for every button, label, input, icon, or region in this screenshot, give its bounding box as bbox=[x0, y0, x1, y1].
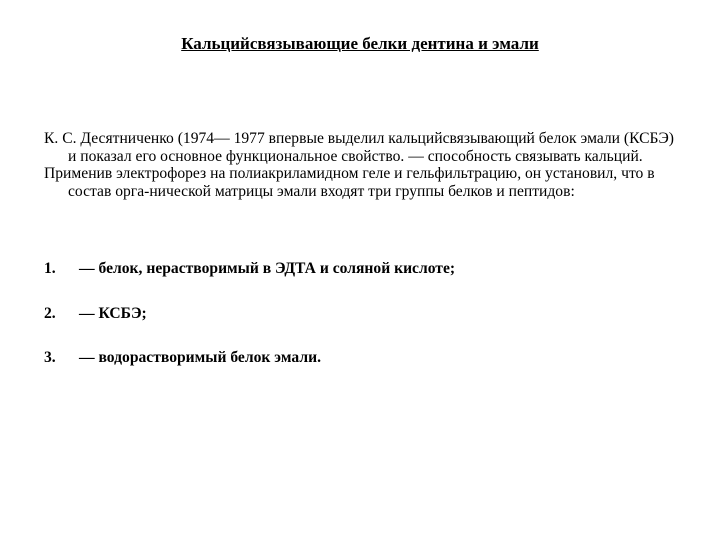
list-item-number: 3. bbox=[44, 349, 56, 366]
list-item bbox=[44, 259, 684, 279]
list-item bbox=[44, 304, 684, 324]
paragraph-discovery: К. С. Десятниченко (1974— 1977 впервые выделил кальцийсвязывающий белок эмали (КСБЭ) и показал его основное функциональное свойство. — способность связывать кальций. bbox=[44, 130, 674, 165]
list-item-number: 1. bbox=[44, 260, 56, 277]
list-item-number: 2. bbox=[44, 305, 56, 322]
list-item bbox=[44, 348, 684, 368]
list-item-text: — КСБЭ; bbox=[79, 305, 147, 322]
list-item-text: — водорастворимый белок эмали. bbox=[79, 349, 321, 366]
paragraph-method: Применив электрофорез на полиакриламидном геле и гельфильтрацию, он установил, что в состав орга-нической матрицы эмали входят три группы белков и пептидов: bbox=[44, 165, 655, 200]
list-item-text: — белок, нерастворимый в ЭДТА и соляной кислоте; bbox=[79, 260, 456, 277]
slide-title: Кальцийсвязывающие белки дентина и эмали bbox=[181, 34, 539, 53]
slide-body bbox=[44, 130, 684, 200]
